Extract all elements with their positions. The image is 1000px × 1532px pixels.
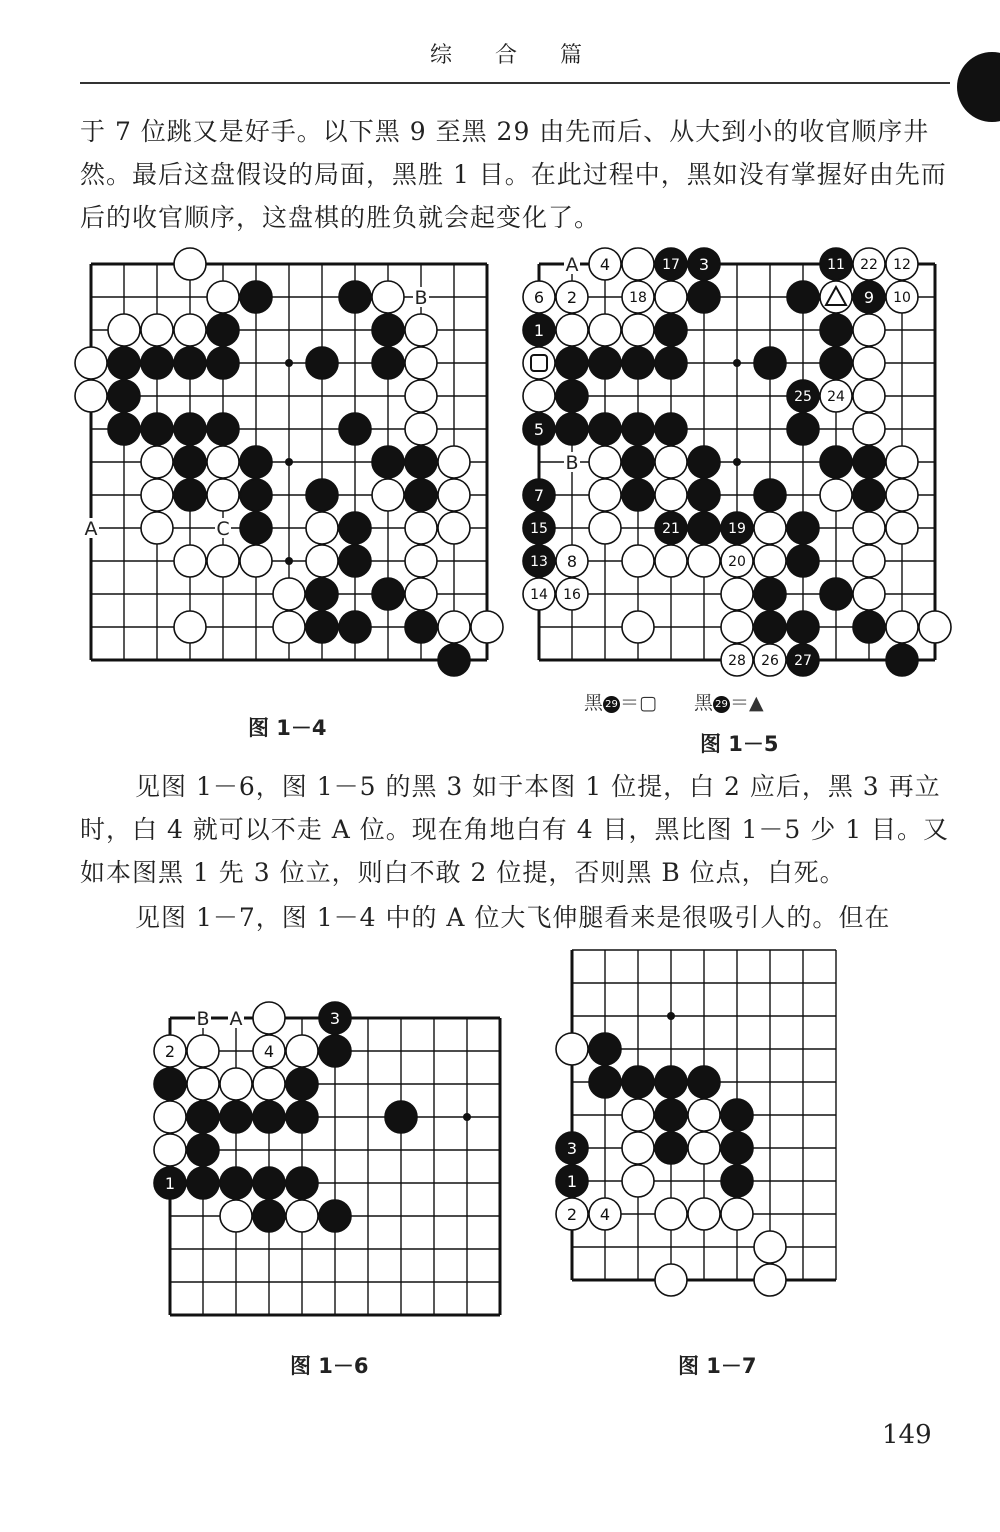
black-stone	[372, 347, 404, 379]
white-stone	[141, 314, 173, 346]
black-stone	[240, 281, 272, 313]
white-stone	[754, 1231, 786, 1263]
white-stone	[622, 314, 654, 346]
white-stone	[523, 347, 555, 379]
white-stone	[187, 1068, 219, 1100]
legend-black29-square	[584, 688, 657, 715]
star-point	[733, 359, 741, 367]
white-stone	[688, 545, 720, 577]
move-number: 21	[662, 521, 680, 538]
move-number: 22	[860, 257, 878, 274]
black-stone	[853, 446, 885, 478]
black-stone	[141, 347, 173, 379]
black-stone	[556, 380, 588, 412]
white-stone	[75, 380, 107, 412]
move-number: 24	[827, 389, 845, 406]
black-stone	[688, 1066, 720, 1098]
black-stone	[174, 347, 206, 379]
black-stone	[655, 413, 687, 445]
legend-black29-triangle	[694, 688, 764, 715]
move-number: 20	[728, 554, 746, 571]
white-stone	[919, 611, 951, 643]
black-stone-marker-icon: 29	[603, 696, 620, 713]
point-label: B	[196, 1008, 210, 1030]
move-number: 11	[827, 257, 845, 274]
white-stone	[108, 314, 140, 346]
legend-2-eq: ＝▲	[730, 692, 764, 714]
black-stone	[754, 578, 786, 610]
white-stone	[556, 314, 588, 346]
white-stone	[207, 479, 239, 511]
point-label: A	[565, 254, 579, 276]
white-stone	[589, 446, 621, 478]
white-stone	[886, 611, 918, 643]
black-stone	[721, 1132, 753, 1164]
caption-fig5: 图 1－5	[700, 732, 779, 756]
black-stone	[405, 611, 437, 643]
black-stone-marker-icon: 29	[713, 696, 730, 713]
running-header: 综 合 篇	[430, 43, 600, 68]
black-stone	[787, 512, 819, 544]
black-stone	[438, 644, 470, 676]
black-stone	[207, 347, 239, 379]
caption-fig4: 图 1－4	[248, 716, 327, 740]
go-diagram-fig4	[84, 264, 487, 660]
black-stone	[820, 578, 852, 610]
black-stone	[589, 1066, 621, 1098]
white-stone	[220, 1200, 252, 1232]
star-point	[285, 458, 293, 466]
black-stone	[622, 479, 654, 511]
black-stone	[556, 347, 588, 379]
black-stone	[339, 545, 371, 577]
black-stone	[622, 1066, 654, 1098]
move-number: 4	[263, 1041, 275, 1061]
go-diagram-fig7	[566, 950, 868, 1320]
white-stone	[688, 1132, 720, 1164]
black-stone	[141, 413, 173, 445]
move-number: 3	[329, 1008, 341, 1028]
move-number: 15	[530, 521, 548, 538]
black-stone	[385, 1101, 417, 1133]
paragraph-2: 见图 1－6，图 1－5 的黑 3 如于本图 1 位提，白 2 应后，黑 3 再立时，白 4 就可以不走 A 位。现在角地白有 4 目，黑比图 1－5 少 1 目。又如本图黑 1 先 3 位立，则白不敢 2 位提，否则黑 B 位点，白死。	[80, 772, 950, 887]
move-number: 3	[566, 1138, 578, 1158]
white-stone	[853, 314, 885, 346]
black-stone	[754, 347, 786, 379]
white-stone	[438, 512, 470, 544]
black-stone	[589, 347, 621, 379]
white-stone	[820, 479, 852, 511]
white-stone	[286, 1200, 318, 1232]
black-stone	[787, 545, 819, 577]
black-stone	[306, 611, 338, 643]
black-stone	[187, 1167, 219, 1199]
white-stone	[372, 281, 404, 313]
star-point	[667, 1012, 675, 1020]
black-stone	[820, 347, 852, 379]
chapter-tab-marker	[957, 52, 1000, 122]
move-number: 2	[164, 1041, 176, 1061]
go-diagram-fig6	[164, 1008, 500, 1318]
move-number: 5	[533, 419, 545, 439]
legend-1-eq: ＝▢	[620, 692, 657, 714]
white-stone	[438, 479, 470, 511]
move-number: 2	[566, 1204, 578, 1224]
black-stone	[589, 413, 621, 445]
black-stone	[820, 446, 852, 478]
move-number: 26	[761, 653, 779, 670]
move-number: 16	[563, 587, 581, 604]
black-stone	[754, 611, 786, 643]
move-number: 6	[533, 287, 545, 307]
point-label: B	[414, 287, 428, 309]
white-stone	[154, 1101, 186, 1133]
black-stone	[240, 479, 272, 511]
move-number: 1	[164, 1173, 176, 1193]
move-number: 2	[566, 287, 578, 307]
white-stone	[174, 314, 206, 346]
white-stone	[438, 611, 470, 643]
star-point	[285, 359, 293, 367]
black-stone	[405, 446, 437, 478]
black-stone	[721, 1165, 753, 1197]
white-stone	[240, 545, 272, 577]
black-stone	[286, 1101, 318, 1133]
black-stone	[220, 1101, 252, 1133]
white-stone	[853, 347, 885, 379]
white-stone	[754, 1264, 786, 1296]
black-stone	[339, 413, 371, 445]
white-stone	[174, 248, 206, 280]
white-stone	[655, 446, 687, 478]
white-stone	[622, 248, 654, 280]
black-stone	[108, 413, 140, 445]
white-stone	[622, 1132, 654, 1164]
white-stone	[754, 512, 786, 544]
black-stone	[240, 446, 272, 478]
white-stone	[372, 479, 404, 511]
white-stone	[306, 512, 338, 544]
white-stone	[141, 512, 173, 544]
black-stone	[174, 446, 206, 478]
black-stone	[339, 512, 371, 544]
white-stone	[471, 611, 503, 643]
black-stone	[787, 281, 819, 313]
white-stone	[853, 380, 885, 412]
move-number: 1	[566, 1171, 578, 1191]
black-stone	[721, 1099, 753, 1131]
black-stone	[622, 446, 654, 478]
black-stone	[174, 479, 206, 511]
white-stone	[589, 512, 621, 544]
black-stone	[688, 446, 720, 478]
move-number: 7	[533, 485, 545, 505]
white-stone	[207, 281, 239, 313]
white-stone	[253, 1002, 285, 1034]
black-stone	[688, 479, 720, 511]
white-stone	[622, 1165, 654, 1197]
move-number: 1	[533, 320, 545, 340]
white-stone	[655, 1198, 687, 1230]
white-stone	[174, 611, 206, 643]
point-label: B	[565, 452, 579, 474]
black-stone	[220, 1167, 252, 1199]
black-stone	[655, 1066, 687, 1098]
white-stone	[187, 1035, 219, 1067]
black-stone	[286, 1068, 318, 1100]
white-stone	[405, 380, 437, 412]
white-stone	[523, 380, 555, 412]
black-stone	[207, 314, 239, 346]
point-label: A	[229, 1008, 243, 1030]
move-number: 14	[530, 587, 548, 604]
go-diagram-fig5	[530, 254, 935, 670]
white-stone	[886, 446, 918, 478]
white-stone	[853, 512, 885, 544]
white-stone	[306, 545, 338, 577]
white-stone	[207, 545, 239, 577]
white-stone	[438, 446, 470, 478]
black-stone	[187, 1101, 219, 1133]
caption-fig7: 图 1－7	[678, 1354, 757, 1378]
white-stone	[253, 1068, 285, 1100]
black-stone	[240, 512, 272, 544]
black-stone	[655, 1132, 687, 1164]
black-stone	[853, 479, 885, 511]
black-stone	[253, 1101, 285, 1133]
white-stone	[655, 281, 687, 313]
black-stone	[207, 413, 239, 445]
white-stone	[405, 545, 437, 577]
black-stone	[886, 644, 918, 676]
black-stone	[688, 281, 720, 313]
legend-1-prefix: 黑	[584, 692, 604, 714]
white-stone	[754, 545, 786, 577]
white-stone	[622, 611, 654, 643]
black-stone	[339, 611, 371, 643]
black-stone	[108, 347, 140, 379]
white-stone	[405, 314, 437, 346]
white-stone	[405, 347, 437, 379]
white-stone	[688, 1099, 720, 1131]
white-stone	[721, 1198, 753, 1230]
point-label: A	[84, 518, 98, 540]
white-stone	[589, 314, 621, 346]
star-point	[463, 1113, 471, 1121]
move-number: 12	[893, 257, 911, 274]
white-stone	[405, 413, 437, 445]
black-stone	[372, 446, 404, 478]
white-stone	[141, 479, 173, 511]
white-stone	[556, 1033, 588, 1065]
black-stone	[253, 1167, 285, 1199]
white-stone	[655, 545, 687, 577]
black-stone	[622, 347, 654, 379]
black-stone	[108, 380, 140, 412]
paragraph-1: 于 7 位跳又是好手。以下黑 9 至黑 29 由先而后、从大到小的收官顺序井然。最后这盘假设的局面，黑胜 1 目。在此过程中，黑如没有掌握好由先而后的收官顺序，这盘棋的胜负就会起变化了。	[80, 117, 947, 232]
black-stone	[655, 347, 687, 379]
move-number: 17	[662, 257, 680, 274]
page-number: 149	[882, 1420, 932, 1450]
move-number: 18	[629, 290, 647, 307]
move-number: 13	[530, 554, 548, 571]
white-stone	[886, 479, 918, 511]
white-stone	[286, 1035, 318, 1067]
black-stone	[372, 314, 404, 346]
move-number: 8	[566, 551, 578, 571]
white-stone	[622, 1099, 654, 1131]
move-number: 3	[698, 254, 710, 274]
black-stone	[306, 578, 338, 610]
white-stone	[273, 578, 305, 610]
white-stone	[853, 413, 885, 445]
black-stone	[853, 611, 885, 643]
paragraph-3: 见图 1－7，图 1－4 中的 A 位大飞伸腿看来是很吸引人的。但在	[135, 903, 891, 932]
black-stone	[688, 512, 720, 544]
caption-fig6: 图 1－6	[290, 1354, 369, 1378]
white-stone	[886, 512, 918, 544]
white-stone	[405, 578, 437, 610]
black-stone	[787, 413, 819, 445]
black-stone	[339, 281, 371, 313]
black-stone	[187, 1134, 219, 1166]
black-stone	[405, 479, 437, 511]
white-stone	[853, 545, 885, 577]
black-stone	[253, 1200, 285, 1232]
black-stone	[820, 314, 852, 346]
white-stone	[853, 578, 885, 610]
move-number: 4	[599, 1204, 611, 1224]
black-stone	[589, 1033, 621, 1065]
black-stone	[655, 1099, 687, 1131]
star-point	[733, 458, 741, 466]
black-stone	[174, 413, 206, 445]
move-number: 28	[728, 653, 746, 670]
black-stone	[319, 1200, 351, 1232]
white-stone	[75, 347, 107, 379]
white-stone	[589, 479, 621, 511]
black-stone	[622, 413, 654, 445]
white-stone	[273, 611, 305, 643]
black-stone	[154, 1068, 186, 1100]
black-stone	[306, 347, 338, 379]
white-stone	[154, 1134, 186, 1166]
black-stone	[286, 1167, 318, 1199]
white-stone	[207, 446, 239, 478]
black-stone	[319, 1035, 351, 1067]
white-stone	[141, 446, 173, 478]
black-stone	[306, 479, 338, 511]
black-stone	[754, 479, 786, 511]
legend-2-prefix: 黑	[694, 692, 714, 714]
white-stone	[405, 512, 437, 544]
move-number: 10	[893, 290, 911, 307]
star-point	[285, 557, 293, 565]
point-label: C	[216, 518, 230, 540]
move-number: 4	[599, 254, 611, 274]
black-stone	[655, 314, 687, 346]
white-stone	[721, 611, 753, 643]
black-stone	[556, 413, 588, 445]
black-stone	[372, 578, 404, 610]
white-stone	[220, 1068, 252, 1100]
white-stone	[688, 1198, 720, 1230]
black-stone	[787, 611, 819, 643]
white-stone	[721, 578, 753, 610]
move-number: 19	[728, 521, 746, 538]
white-stone	[622, 545, 654, 577]
white-stone	[655, 1264, 687, 1296]
move-number: 25	[794, 389, 812, 406]
move-number: 9	[863, 287, 875, 307]
white-stone	[655, 479, 687, 511]
white-stone	[174, 545, 206, 577]
header-rule	[80, 82, 950, 84]
move-number: 27	[794, 653, 812, 670]
